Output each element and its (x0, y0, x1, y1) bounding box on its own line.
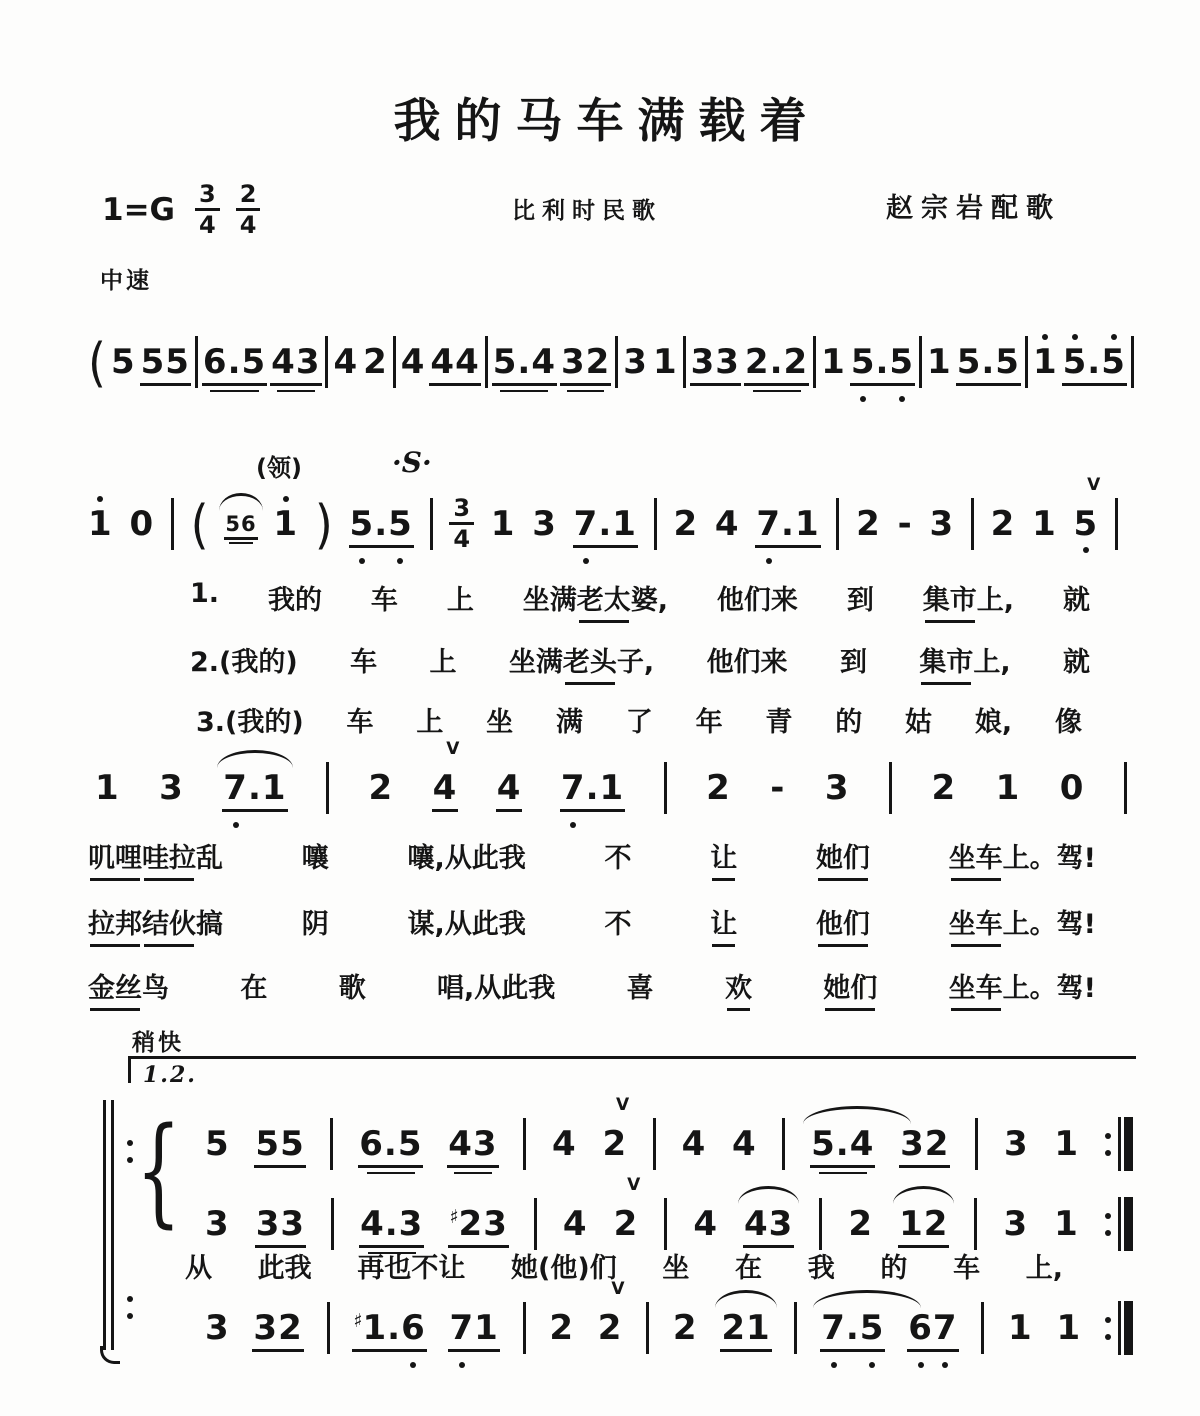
music-line-verse-2: 1 3 7 .1 2 4 V 4 7 .1 2 - 3 2 1 0 (95, 756, 1127, 820)
lyric-line-verse3: 3.(我的) 车 上 坐 满 了 年 青 的 姑 娘, 像 (196, 707, 1082, 738)
music-line-intro: ( 5 55 6.5 43 4 2 4 44 5.4 32 3 1 33 2.2 1 5 .5 1 5.5 1 5 .5 (88, 330, 1134, 394)
music-line-verse-1: 1 0 ( 56 1 ) 5 .5 $\frac{3}{4}$ 1 3 7 .1 2 4 7 .1 2 - 3 2 1 5 V (领) ·S· (88, 492, 1118, 556)
volta-bracket-tick (128, 1056, 131, 1083)
lyric-line-refrain3: 金丝 鸟 在 歌 唱,从此我 喜 欢 她们 坐车 上。驾! (88, 966, 1096, 1005)
repeat-dots-upper (127, 1140, 133, 1163)
key-signature (102, 182, 260, 238)
music-line-voice1: 5 55 6.5 43 4 2 V 4 4 5.4 32 3 1 (205, 1112, 1133, 1176)
tempo-marking-top: 中速 (100, 268, 152, 294)
volta-label: 1.2. (143, 1062, 197, 1088)
arranger-label: 赵宗岩配歌 (886, 193, 1061, 224)
repeat-dots-lower (127, 1296, 133, 1319)
volta-bracket-line (128, 1056, 1136, 1059)
system-barline-inner (111, 1100, 114, 1350)
voice-brace: { (136, 1101, 182, 1239)
lyric-line-verse1: 1. 我的 车 上 坐满 老太 婆, 他们来 到 集市 上, 就 (190, 578, 1090, 616)
tempo-marking-bottom: 稍快 (132, 1030, 184, 1056)
meters: $\frac{3}{4}$ $\frac{2}{4}$ (195, 182, 260, 238)
key-label: 1=G (102, 192, 175, 229)
source-label: 比利时民歌 (512, 198, 662, 224)
music-line-bass: 3 32 ♯1.6 7 1 2 2 V 2 21 7 .5 6 7 1 1 (205, 1296, 1133, 1360)
lyric-line-verse2: 2.(我的) 车 上 坐满 老头 子, 他们来 到 集市 上, 就 (190, 640, 1090, 679)
song-title: 我的马车满载着 (393, 94, 821, 149)
system-barline-hook (100, 1346, 120, 1364)
lyric-line-bottom: 从 此我 再也不让 她(他)们 坐 在 我 的 车 上, (185, 1253, 1063, 1284)
music-line-voice2: 3 33 4.3 ♯23 4 2 V 4 43 2 12 3 1 (205, 1192, 1133, 1256)
lyric-line-refrain2: 拉邦 结伙 搞 阴 谋,从此我 不 让 他们 坐车 上。驾! (88, 902, 1096, 941)
system-barline-outer (103, 1100, 106, 1350)
lyric-line-refrain1: 叽哩 哇拉 乱 嚷 嚷,从此我 不 让 她们 坐车 上。驾! (88, 836, 1096, 875)
